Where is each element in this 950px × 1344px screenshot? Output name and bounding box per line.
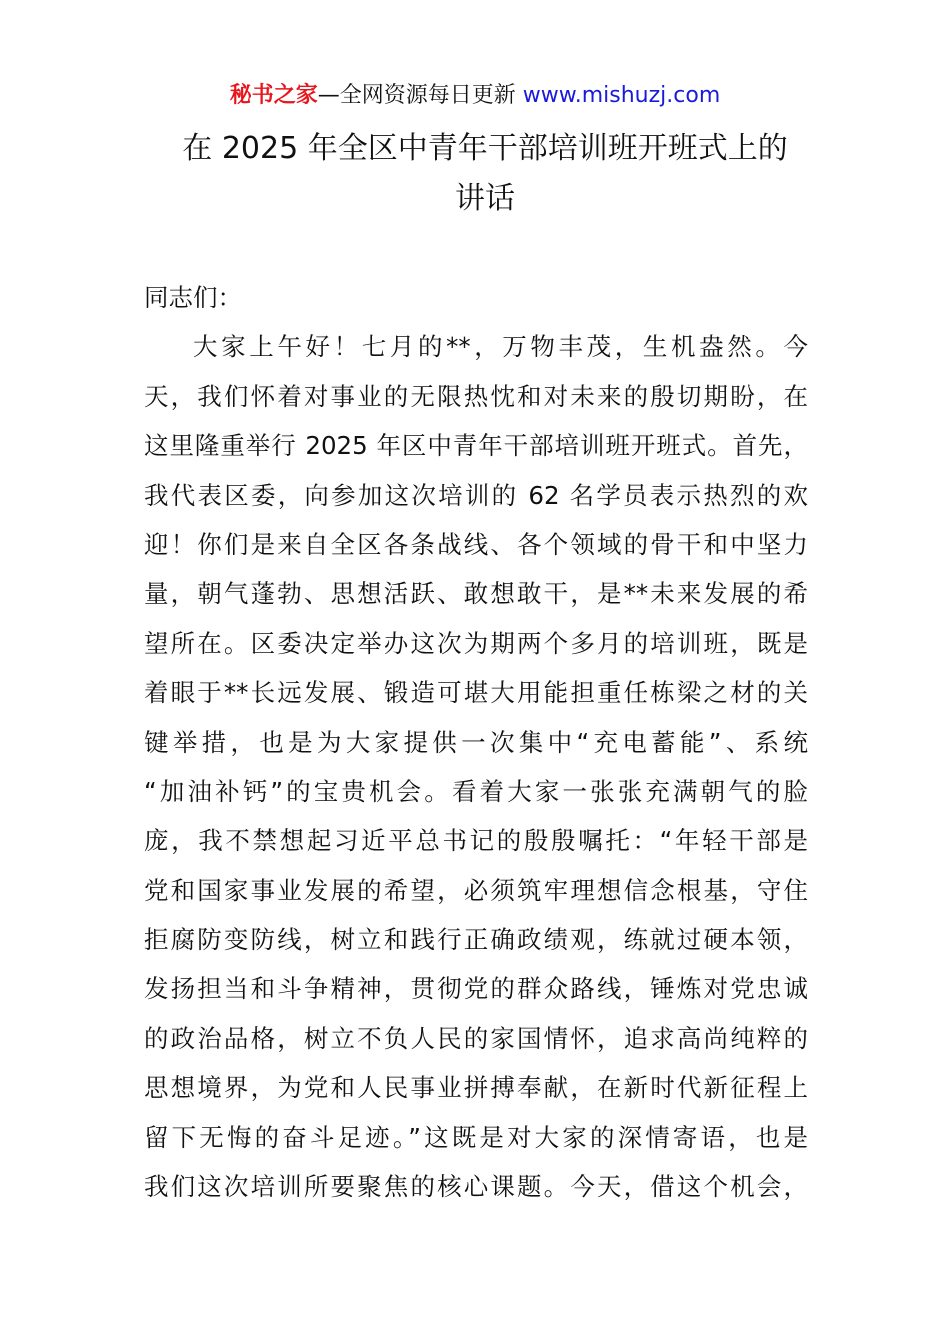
body-line: 思想境界，为党和人民事业拼搏奉献，在新时代新征程上: [144, 1073, 808, 1103]
body-line: 党和国家事业发展的希望，必须筑牢理想信念根基，守住: [144, 875, 808, 905]
title-line-2: 讲话: [455, 181, 515, 216]
body-line: 这里隆重举行 2025 年区中青年干部培训班开班式。首先，: [144, 431, 808, 461]
body-line: 我代表区委，向参加这次培训的 62 名学员表示热烈的欢: [144, 480, 808, 510]
document-title: [140, 124, 830, 224]
site-tagline: —全网资源每日更新: [317, 83, 516, 108]
body-line: 大家上午好！七月的**，万物丰茂，生机盎然。今: [193, 332, 808, 362]
document-body: [144, 273, 808, 1211]
site-url-link[interactable]: www.mishuzj.com: [522, 83, 721, 108]
body-line: 的政治品格，树立不负人民的家国情怀，追求高尚纯粹的: [144, 1023, 808, 1053]
body-line: 留下无悔的奋斗足迹。”这既是对大家的深情寄语，也是: [144, 1122, 808, 1152]
body-line: 我们这次培训所要聚焦的核心课题。今天，借这个机会，: [144, 1172, 808, 1202]
body-line: 庞，我不禁想起习近平总书记的殷殷嘱托：“年轻干部是: [144, 826, 808, 856]
title-line-1: 在 2025 年全区中青年干部培训班开班式上的: [182, 131, 788, 166]
site-brand: 秘书之家: [229, 83, 318, 108]
body-line: 键举措，也是为大家提供一次集中“充电蓄能”、系统: [144, 727, 808, 757]
body-line: 迎！你们是来自全区各条战线、各个领域的骨干和中坚力: [144, 529, 808, 559]
body-line: “加油补钙”的宝贵机会。看着大家一张张充满朝气的脸: [144, 776, 808, 806]
salutation: 同志们：: [144, 283, 242, 312]
site-header: [0, 80, 950, 112]
body-line: 着眼于**长远发展、锻造可堪大用能担重任栋梁之材的关: [144, 678, 808, 708]
body-line: 发扬担当和斗争精神，贯彻党的群众路线，锤炼对党忠诚: [144, 974, 808, 1004]
body-line: 拒腐防变防线，树立和践行正确政绩观，练就过硬本领，: [144, 925, 808, 955]
body-line: 量，朝气蓬勃、思想活跃、敢想敢干，是**未来发展的希: [144, 579, 808, 609]
body-line: 天，我们怀着对事业的无限热忱和对未来的殷切期盼，在: [144, 381, 808, 411]
body-line: 望所在。区委决定举办这次为期两个多月的培训班，既是: [144, 628, 808, 658]
